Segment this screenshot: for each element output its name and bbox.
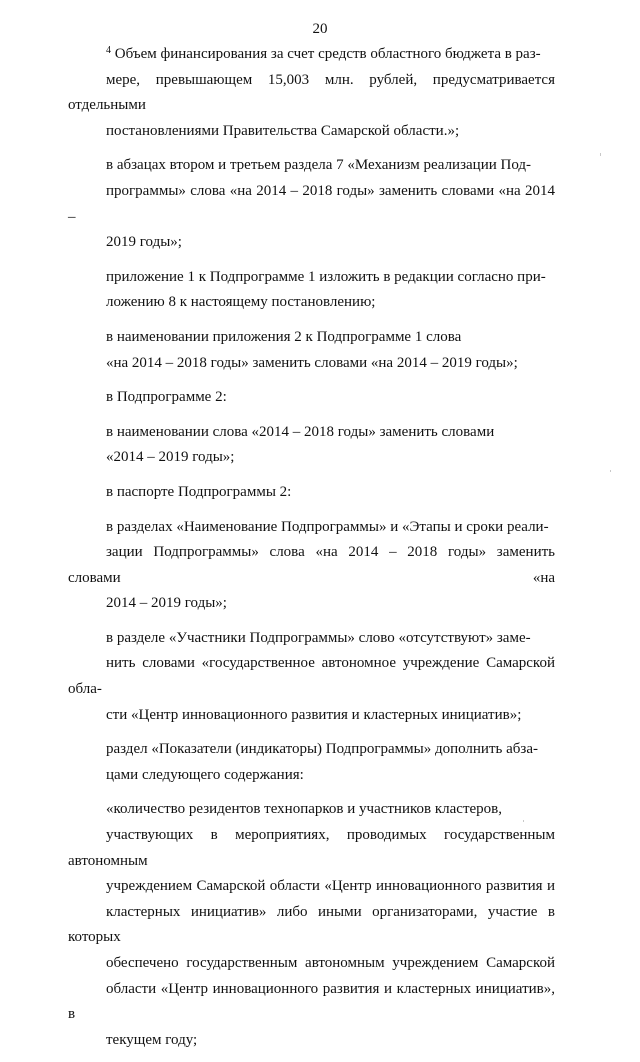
paragraph-line: программы» слова «на 2014 – 2018 годы» заменить словами «на 2014 – [68,182,555,225]
paragraph-line: «2014 – 2019 годы»; [106,449,235,466]
paragraph-line: нить словами «государственное автономное учреждение Самарской обла- [68,655,555,698]
paragraph-line: Объем финансирования за счет средств областного бюджета в раз- [114,46,541,62]
scan-artifact [610,470,611,472]
amendment-paragraph [68,737,555,788]
paragraph-line: 2019 годы»; [106,234,182,251]
paragraph-line: в разделах «Наименование Подпрограммы» и «Этапы и сроки реали- [106,518,549,535]
amendment-paragraph [68,265,555,316]
section-heading-paragraph [68,385,555,411]
paragraph-line: ложению 8 к настоящему постановлению; [106,294,376,311]
paragraph-line: мере, превышающем 15,003 млн. рублей, предусматривается отдельными [68,71,555,114]
page-number: 20 [312,21,328,37]
paragraph-line: в наименовании слова «2014 – 2018 годы» заменить словами [106,423,495,440]
paragraph-line: «количество резидентов технопарков и участников кластеров, [106,801,502,818]
paragraph-line: кластерных инициатив» либо иными организаторами, участие в которых [68,903,555,946]
paragraph-line: раздел «Показатели (индикаторы) Подпрограммы» дополнить абза- [106,741,538,758]
amendment-paragraph [68,153,555,255]
paragraph-line: в абзацах втором и третьем раздела 7 «Механизм реализации Под- [106,157,532,174]
paragraph-line: цами следующего содержания: [106,766,304,783]
paragraph-line: сти «Центр инновационного развития и кластерных инициатив»; [106,706,522,723]
paragraph-line: 2014 – 2019 годы»; [106,595,227,612]
paragraph-line: постановлениями Правительства Самарской области.»; [106,122,460,139]
scan-artifact [600,153,601,156]
paragraph-line: обеспечено государственным автономным учреждением Самарской [106,955,555,971]
paragraph-line: области «Центр инновационного развития и кластерных инициатив», в [68,980,555,1023]
footnote-mark: 4 [106,45,111,56]
paragraph-line: в разделе «Участники Подпрограммы» слово «отсутствуют» заме- [106,629,531,646]
quoted-indicator-paragraph [68,797,555,1053]
paragraph-line: «на 2014 – 2018 годы» заменить словами «на 2014 – 2019 годы»; [106,354,518,371]
section-heading-paragraph [68,480,555,506]
paragraph-line: текущем году; [106,1031,198,1048]
scan-artifact [523,820,524,822]
amendment-paragraph [68,626,555,728]
paragraph-line: учреждением Самарской области «Центр инновационного развития и [106,878,555,895]
footnote-paragraph [68,42,555,144]
amendment-paragraph [68,420,555,471]
document-body [68,42,555,1062]
paragraph-line: зации Подпрограммы» слова «на 2014 – 2018 годы» заменить словами «на [68,544,555,586]
amendment-paragraph [68,325,555,376]
amendment-paragraph [68,515,555,617]
paragraph-line: в наименовании приложения 2 к Подпрограмме 1 слова [106,328,462,345]
paragraph-line: участвующих в мероприятиях, проводимых государственным автономным [68,827,555,869]
paragraph-line: в Подпрограмме 2: [106,389,227,406]
paragraph-line: приложение 1 к Подпрограмме 1 изложить в редакции согласно при- [106,268,546,285]
paragraph-line: в паспорте Подпрограммы 2: [106,483,292,500]
